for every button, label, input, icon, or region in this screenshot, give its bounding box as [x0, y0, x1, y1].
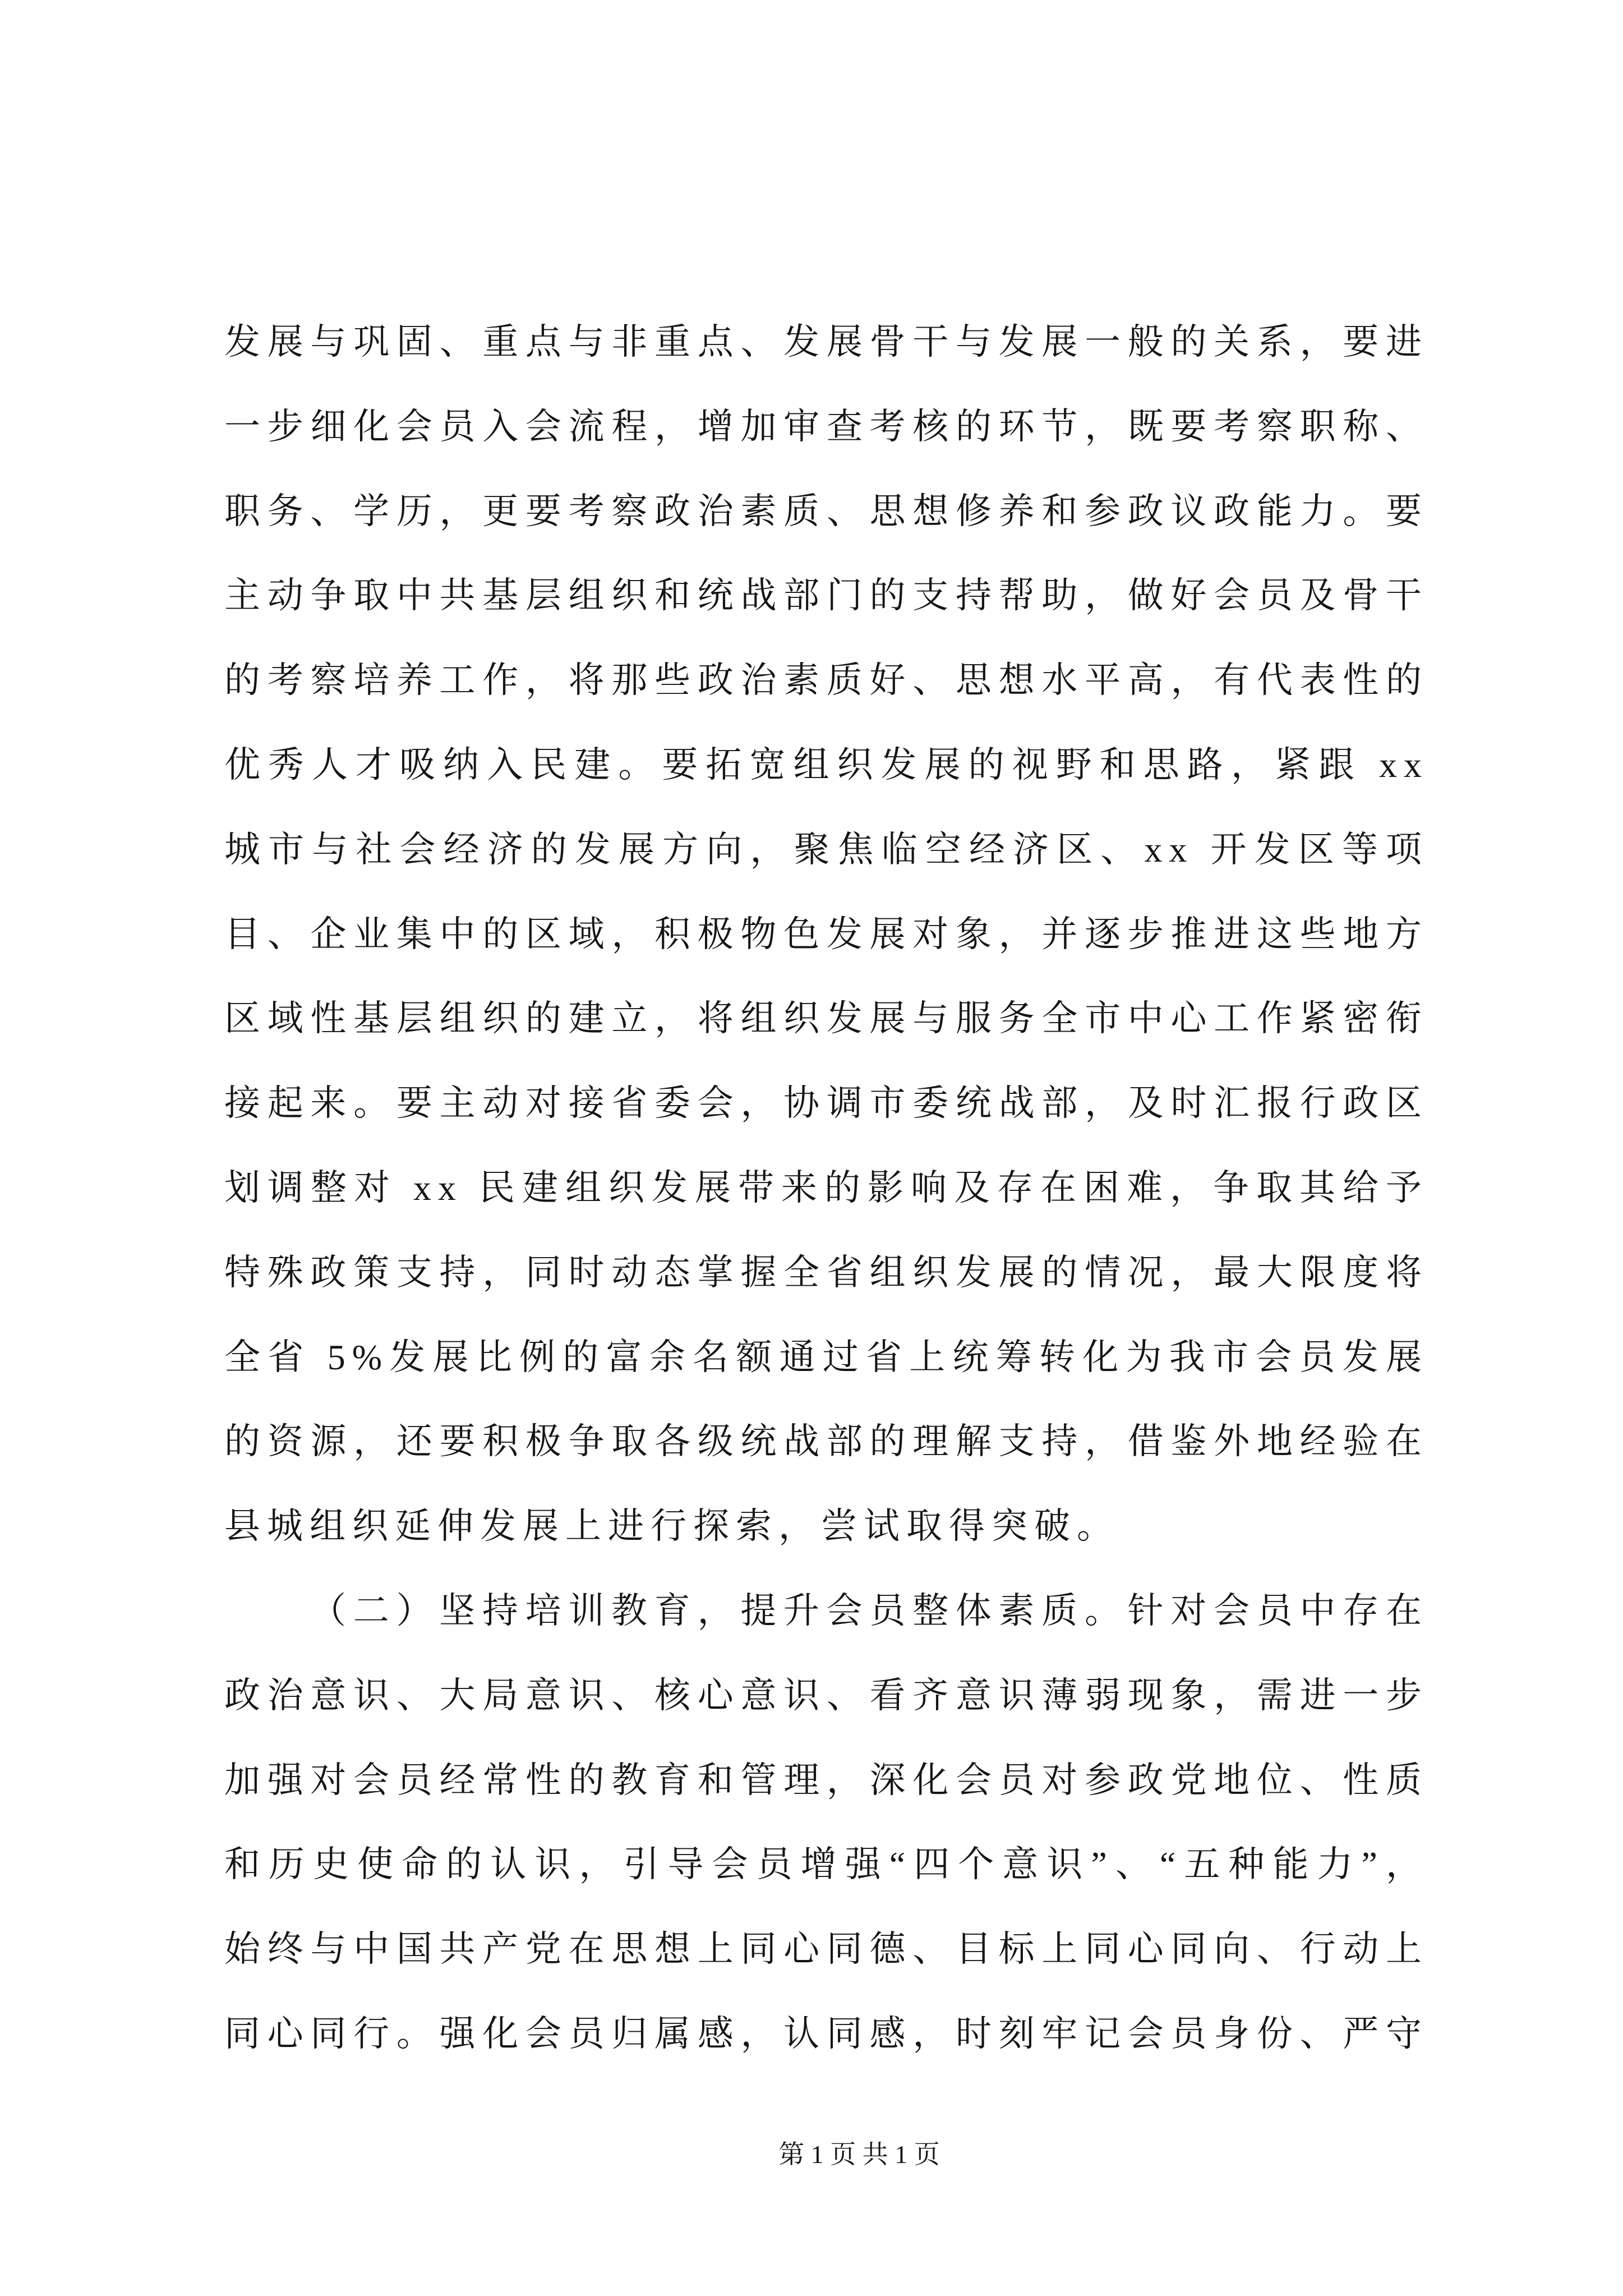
- body-text-line: 加强对会员经常性的教育和管理，深化会员对参政党地位、性质: [224, 1760, 1428, 1800]
- body-text-line: 始终与中国共产党在思想上同心同德、目标上同心同向、行动上: [224, 1929, 1428, 1970]
- body-text-line: 优秀人才吸纳入民建。要拓宽组织发展的视野和思路，紧跟 xx: [224, 744, 1428, 785]
- body-text-line: 县城组织延伸发展上进行探索，尝试取得突破。: [224, 1506, 1119, 1547]
- body-text-line: 城市与社会经济的发展方向，聚焦临空经济区、xx 开发区等项: [224, 829, 1428, 869]
- body-text-line: 主动争取中共基层组织和统战部门的支持帮助，做好会员及骨干: [224, 576, 1428, 616]
- body-text-line: 的资源，还要积极争取各级统战部的理解支持，借鉴外地经验在: [224, 1421, 1428, 1462]
- body-text-line: 的考察培养工作，将那些政治素质好、思想水平高，有代表性的: [224, 660, 1428, 701]
- body-text-line: 和历史使命的认识，引导会员增强“四个意识”、“五种能力”，: [224, 1844, 1428, 1885]
- section-heading-line: （二）坚持培训教育，提升会员整体素质。针对会员中存在: [310, 1590, 1428, 1631]
- body-text-line: 发展与巩固、重点与非重点、发展骨干与发展一般的关系，要进: [224, 322, 1428, 362]
- body-text-line: 接起来。要主动对接省委会，协调市委统战部，及时汇报行政区: [224, 1083, 1428, 1124]
- body-text-line: 特殊政策支持，同时动态掌握全省组织发展的情况，最大限度将: [224, 1252, 1428, 1292]
- paragraph: [224, 1569, 1428, 2077]
- body-text-line: 全省 5%发展比例的富余名额通过省上统筹转化为我市会员发展: [224, 1337, 1428, 1377]
- body-text-line: 政治意识、大局意识、核心意识、看齐意识薄弱现象，需进一步: [224, 1675, 1428, 1715]
- paragraph: [224, 300, 1428, 1569]
- body-text-line: 目、企业集中的区域，积极物色发展对象，并逐步推进这些地方: [224, 914, 1428, 954]
- page-number-footer: 第 1 页 共 1 页: [778, 2140, 940, 2169]
- body-text-line: 职务、学历，更要考察政治素质、思想修养和参政议政能力。要: [224, 491, 1428, 531]
- body-text-line: 一步细化会员入会流程，增加审查考核的环节，既要考察职称、: [224, 406, 1428, 447]
- body-text-line: 区域性基层组织的建立，将组织发展与服务全市中心工作紧密衔: [224, 999, 1428, 1039]
- body-text: [224, 300, 1428, 2077]
- body-text-line: 划调整对 xx 民建组织发展带来的影响及存在困难，争取其给予: [224, 1167, 1428, 1208]
- body-text-line: 同心同行。强化会员归属感，认同感，时刻牢记会员身份、严守: [224, 2013, 1428, 2054]
